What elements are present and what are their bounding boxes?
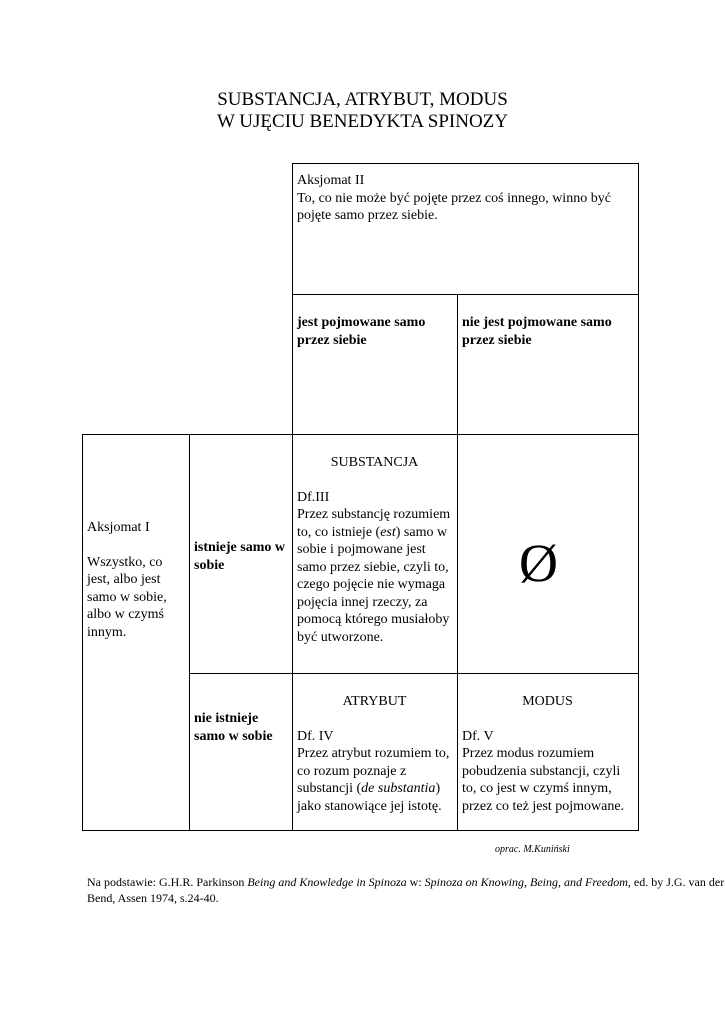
attribute-cell bbox=[292, 673, 458, 831]
author-credit: oprac. M.Kuniński bbox=[495, 844, 570, 855]
substance-text-italic: est bbox=[380, 524, 396, 540]
col-header-not-conceived-self bbox=[457, 294, 639, 435]
substance-text-2: ) samo w sobie i pojmowane jest samo przez siebie, czyli to, czego pojęcie nie wymaga pojęcia innej rzeczy, za pomocą którego musiałoby być utworzone. bbox=[297, 524, 450, 645]
col-header-not-conceived-self-text: nie jest pojmowane samo przez siebie bbox=[462, 315, 612, 348]
substance-cell bbox=[292, 434, 458, 674]
attribute-text-1: Przez atrybut rozumiem to, co rozum poznaje z substancji ( bbox=[297, 746, 450, 796]
col-header-conceived-self-text: jest pojmowane samo przez siebie bbox=[297, 315, 426, 348]
title-line-1: SUBSTANCJA, ATRYBUT, MODUS bbox=[217, 89, 508, 110]
source-mid: w: bbox=[406, 875, 425, 889]
axiom-1-heading: Aksjomat I bbox=[87, 520, 150, 535]
axiom-2-heading: Aksjomat II bbox=[297, 173, 365, 188]
row-header-exists-in-self-text: istnieje samo w sobie bbox=[194, 540, 285, 573]
source-prefix: Na podstawie: G.H.R. Parkinson bbox=[87, 875, 248, 889]
modus-def-number: Df. V bbox=[462, 728, 494, 744]
axiom-1-cell bbox=[82, 434, 190, 831]
axiom-2-cell bbox=[292, 163, 639, 295]
empty-set-symbol: Ø bbox=[519, 533, 558, 593]
source-book-title: Being and Knowledge in Spinoza bbox=[247, 875, 407, 889]
attribute-label: ATRYBUT bbox=[342, 694, 407, 709]
attribute-def-number: Df. IV bbox=[297, 728, 334, 744]
modus-cell bbox=[457, 673, 639, 831]
title-line-2: W UJĘCIU BENEDYKTA SPINOZY bbox=[216, 111, 509, 132]
substance-text-1: Przez substancję rozumiem to, co istnieje ( bbox=[297, 507, 451, 540]
axiom-1-text: Wszystko, co jest, albo jest samo w sobie, albo w czymś innym. bbox=[87, 554, 167, 640]
col-header-conceived-self bbox=[292, 294, 458, 435]
source-citation bbox=[87, 874, 725, 906]
row-header-exists-in-self bbox=[189, 434, 293, 674]
attribute-definition bbox=[297, 745, 452, 815]
row-header-not-exists-in-self-text: nie istnieje samo w sobie bbox=[194, 711, 273, 744]
row-header-not-exists-in-self bbox=[189, 673, 293, 831]
attribute-text-italic: de substantia bbox=[361, 781, 436, 796]
axiom-2-text: To, co nie może być pojęte przez coś innego, winno być pojęte samo przez siebie. bbox=[297, 190, 611, 223]
substance-definition bbox=[297, 506, 452, 646]
source-collection: Spinoza on Knowing, Being, and Freedom bbox=[424, 875, 628, 889]
modus-definition: Przez modus rozumiem pobudzenia substancji, czyli to, co jest w czymś innym, przez co też jest pojmowane. bbox=[462, 746, 625, 814]
substance-label: SUBSTANCJA bbox=[330, 455, 419, 470]
modus-label: MODUS bbox=[522, 694, 573, 709]
page-title bbox=[0, 89, 725, 133]
substance-def-number: Df.III bbox=[297, 489, 330, 505]
attribute-text-2: ) jako stanowiące jej istotę. bbox=[297, 781, 442, 814]
source-suffix: , ed. by J.G. van der Bend, Assen 1974, s.24-40. bbox=[87, 875, 725, 905]
